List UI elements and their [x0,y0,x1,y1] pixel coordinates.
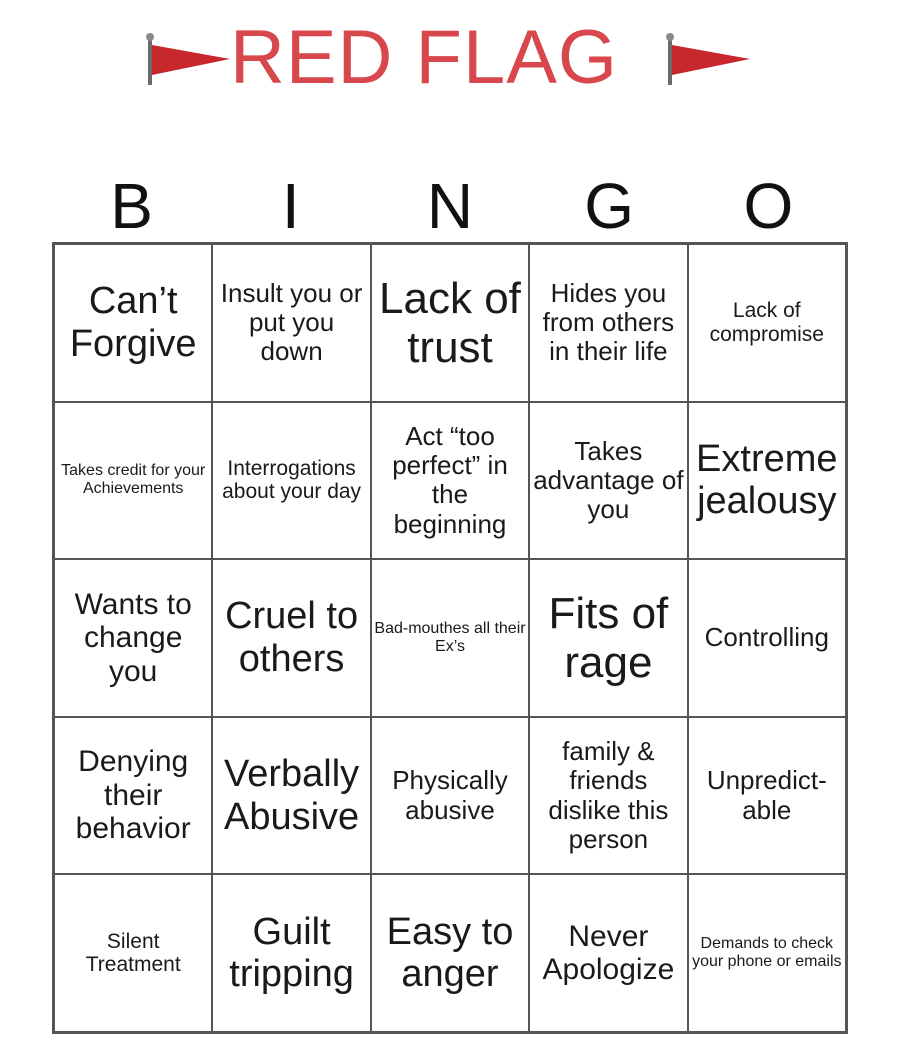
bingo-letter-g: G [584,170,635,242]
title-row [0,8,900,108]
bingo-letter-o: O [743,170,794,242]
bingo-cell[interactable]: Demands to check your phone or emails [688,874,846,1032]
red-flag-icon [664,23,756,93]
bingo-letter-b: B [110,170,153,242]
bingo-cell[interactable]: Easy to anger [371,874,529,1032]
bingo-cell[interactable]: Extreme jealousy [688,402,846,560]
bingo-letter-n: N [426,170,474,242]
bingo-cell[interactable]: Guilt tripping [212,874,370,1032]
bingo-cell[interactable]: Can’t Forgive [54,244,212,402]
page-title: RED FLAG [229,15,619,100]
bingo-cell[interactable]: Physically abusive [371,717,529,875]
bingo-cell[interactable]: Never Apologize [529,874,687,1032]
bingo-cell[interactable]: Lack of trust [371,244,529,402]
bingo-cell[interactable]: Insult you or put you down [212,244,370,402]
bingo-cell[interactable]: Fits of rage [529,559,687,717]
bingo-cell[interactable]: Interrogations about your day [212,402,370,560]
bingo-header [52,168,848,244]
bingo-cell[interactable]: Unpredict-able [688,717,846,875]
bingo-grid [52,242,848,1034]
bingo-cell[interactable]: Silent Treatment [54,874,212,1032]
red-flag-icon [144,23,236,93]
bingo-cell[interactable]: Wants to change you [54,559,212,717]
bingo-cell[interactable]: Takes advantage of you [529,402,687,560]
bingo-cell[interactable]: Bad-mouthes all their Ex’s [371,559,529,717]
bingo-cell[interactable]: Hides you from others in their life [529,244,687,402]
bingo-cell[interactable]: Verbally Abusive [212,717,370,875]
bingo-cell[interactable]: Act “too perfect” in the beginning [371,402,529,560]
bingo-cell[interactable]: Denying their behavior [54,717,212,875]
bingo-cell[interactable]: Takes credit for your Achievements [54,402,212,560]
bingo-cell[interactable]: Cruel to others [212,559,370,717]
bingo-cell[interactable]: family & friends dislike this person [529,717,687,875]
bingo-cell[interactable]: Controlling [688,559,846,717]
bingo-cell[interactable]: Lack of compromise [688,244,846,402]
bingo-letter-i: I [281,170,300,242]
